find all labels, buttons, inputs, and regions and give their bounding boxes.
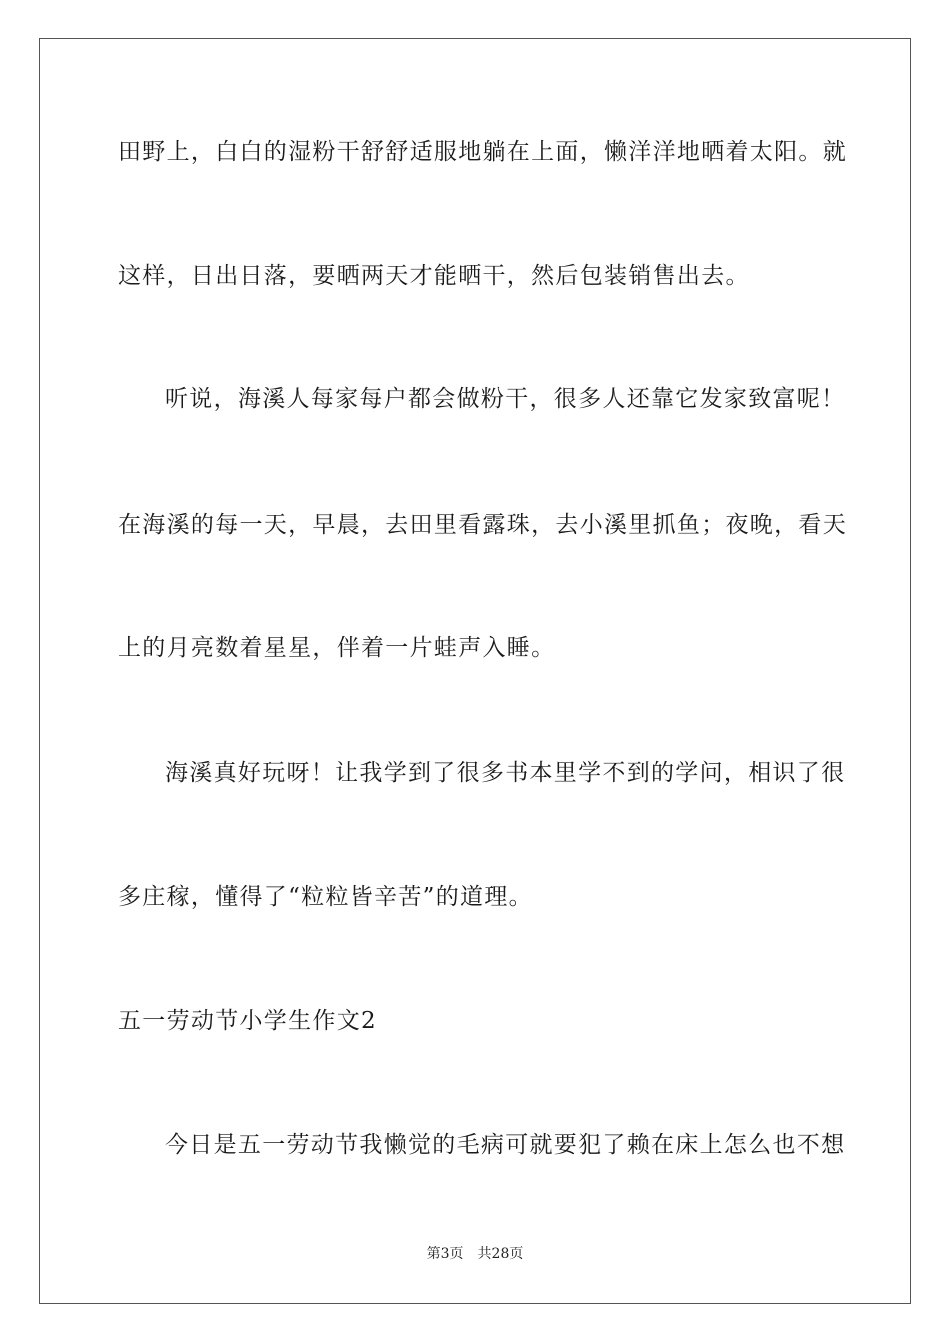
total-pages: 共28页 (477, 1246, 524, 1262)
text-line-1: 田野上，白白的湿粉干舒舒适服地躺在上面，懒洋洋地晒着太阳。就 (118, 139, 847, 165)
page-number: 第3页 (426, 1246, 464, 1262)
text-line-7: 多庄稼，懂得了“粒粒皆辛苦”的道理。 (118, 884, 533, 910)
page-footer (0, 1245, 950, 1263)
paragraph-start-line-4: 在海溪的每一天，早晨，去田里看露珠，去小溪里抓鱼；夜晚，看天 (118, 512, 847, 538)
text-line-2: 这样，日出日落，要晒两天才能晒干，然后包装销售出去。 (118, 263, 750, 289)
text-line-5: 上的月亮数着星星，伴着一片蛙声入睡。 (118, 635, 556, 661)
paragraph-start-line-9: 今日是五一劳动节我懒觉的毛病可就要犯了赖在床上怎么也不想 (165, 1132, 846, 1158)
page-border (39, 38, 911, 1304)
paragraph-start-line-6: 海溪真好玩呀！让我学到了很多书本里学不到的学问，相识了很 (165, 760, 846, 786)
paragraph-start-line-3: 听说，海溪人每家每户都会做粉干，很多人还靠它发家致富呢！ (165, 386, 846, 412)
section-heading: 五一劳动节小学生作文2 (118, 1008, 377, 1034)
